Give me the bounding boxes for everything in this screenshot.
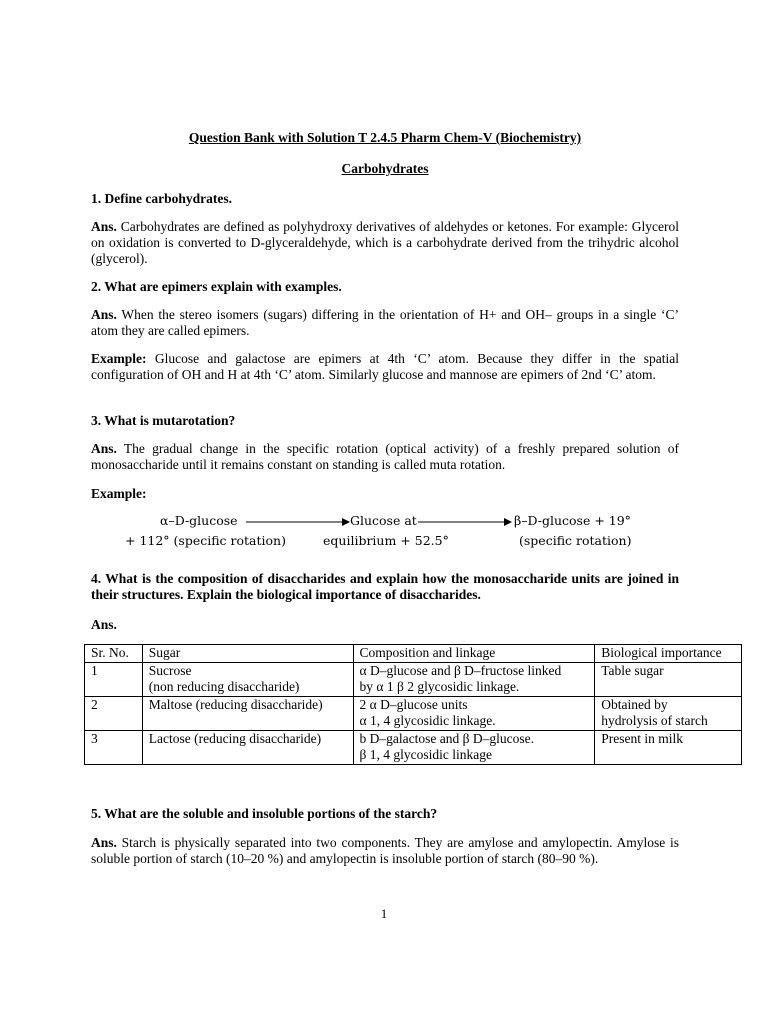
table-cell: [595, 696, 742, 730]
table-cell: [595, 662, 742, 696]
table-header: Biological importance: [595, 645, 742, 663]
cell-line: b D–galactose and β D–glucose.: [359, 730, 534, 746]
answer-label: Ans.: [91, 441, 117, 456]
answer-label: Ans.: [91, 835, 117, 850]
table-cell: [595, 730, 742, 764]
cell-line: by α 1 β 2 glycosidic linkage.: [359, 679, 520, 694]
question-5: 5. What are the soluble and insoluble portions of the starch?: [91, 806, 438, 821]
table-header-row: [85, 645, 742, 663]
answer-3-text: The gradual change in the specific rotation (optical activity) of a freshly prepared solution of monosaccharide until it remains constant on standing is called muta rotation.: [91, 441, 679, 472]
cell-line: Obtained by: [601, 696, 668, 712]
cell-line: α 1, 4 glycosidic linkage.: [359, 713, 496, 728]
question-1: 1. Define carbohydrates.: [91, 191, 232, 206]
eq-beta-glucose: β–D-glucose + 19°: [514, 513, 631, 528]
table-cell: [353, 662, 595, 696]
answer-4-label: Ans.: [91, 617, 117, 632]
answer-label: Ans.: [91, 219, 117, 234]
table-header: Sugar: [142, 645, 353, 663]
answer-2-text: When the stereo isomers (sugars) differing in the orientation of H+ and OH– groups in a single ‘C’ atom they are called epimers.: [91, 307, 679, 338]
eq-equilibrium-rotation: equilibrium + 52.5°: [323, 533, 449, 548]
cell-line: hydrolysis of starch: [601, 713, 708, 728]
table-cell: [142, 696, 353, 730]
cell-line: Present in milk: [601, 730, 683, 746]
example-2: [91, 351, 679, 383]
eq-alpha-rotation: + 112° (specific rotation): [125, 533, 286, 548]
cell-line: (non reducing disaccharide): [148, 679, 300, 694]
cell-line: α D–glucose and β D–fructose linked: [359, 662, 562, 678]
answer-label: Ans.: [91, 307, 117, 322]
disaccharide-table: [84, 644, 742, 765]
question-2: 2. What are epimers explain with examples.: [91, 279, 342, 294]
example-label: Example:: [91, 351, 147, 366]
answer-5-text: Starch is physically separated into two components. They are amylose and amylopectin. Amylose is soluble portion of starch (10–20 %) and amylopectin is insoluble portion of starch (80–90 %).: [91, 835, 679, 866]
question-4: 4. What is the composition of disaccharides and explain how the monosaccharide units are joined in their structures. Explain the biological importance of disaccharides.: [91, 571, 679, 602]
answer-5: [91, 835, 679, 867]
example-3-label: Example:: [91, 486, 147, 501]
arrow-right-icon: [418, 515, 512, 529]
cell-line: Table sugar: [601, 662, 664, 678]
table-row: [85, 662, 742, 696]
table-cell: 2: [85, 696, 143, 730]
answer-1-text: Carbohydrates are defined as polyhydroxy derivatives of aldehydes or ketones. For example: Glycerol on oxidation is converted to D-glyceraldehyde, which is a carbohydrate derived from the trihydric alcohol (glycerol).: [91, 219, 680, 266]
section-title: Carbohydrates: [341, 161, 429, 176]
page-title: Question Bank with Solution T 2.4.5 Pharm Chem-V (Biochemistry): [188, 130, 582, 145]
table-row: [85, 730, 742, 764]
eq-beta-rotation: (specific rotation): [519, 533, 632, 548]
answer-3: [91, 441, 679, 473]
cell-line: 2 α D–glucose units: [359, 696, 468, 712]
cell-line: β 1, 4 glycosidic linkage: [359, 747, 492, 762]
table-cell: [142, 730, 353, 764]
eq-alpha-glucose: α–D-glucose: [160, 513, 238, 528]
table-cell: [142, 662, 353, 696]
table-header: Composition and linkage: [353, 645, 595, 663]
table-cell: [353, 730, 595, 764]
table-row: [85, 696, 742, 730]
example-2-text: Glucose and galactose are epimers at 4th ‘C’ atom. Because they differ in the spatial configuration of OH and H at 4th ‘C’ atom. Similarly glucose and mannose are epimers of 2nd ‘C’ atom.: [91, 351, 679, 382]
answer-1: [91, 219, 679, 267]
arrow-right-icon: [246, 515, 350, 529]
table-cell: [353, 696, 595, 730]
page-number: 1: [380, 906, 388, 921]
table-header: Sr. No.: [85, 645, 143, 663]
cell-line: Maltose (reducing disaccharide): [148, 696, 323, 712]
question-3: 3. What is mutarotation?: [91, 413, 236, 428]
table-cell: 3: [85, 730, 143, 764]
cell-line: Lactose (reducing disaccharide): [148, 730, 322, 746]
answer-2: [91, 307, 679, 339]
cell-line: Sucrose: [148, 662, 192, 678]
table-cell: 1: [85, 662, 143, 696]
eq-equilibrium-label: Glucose at: [350, 513, 417, 528]
